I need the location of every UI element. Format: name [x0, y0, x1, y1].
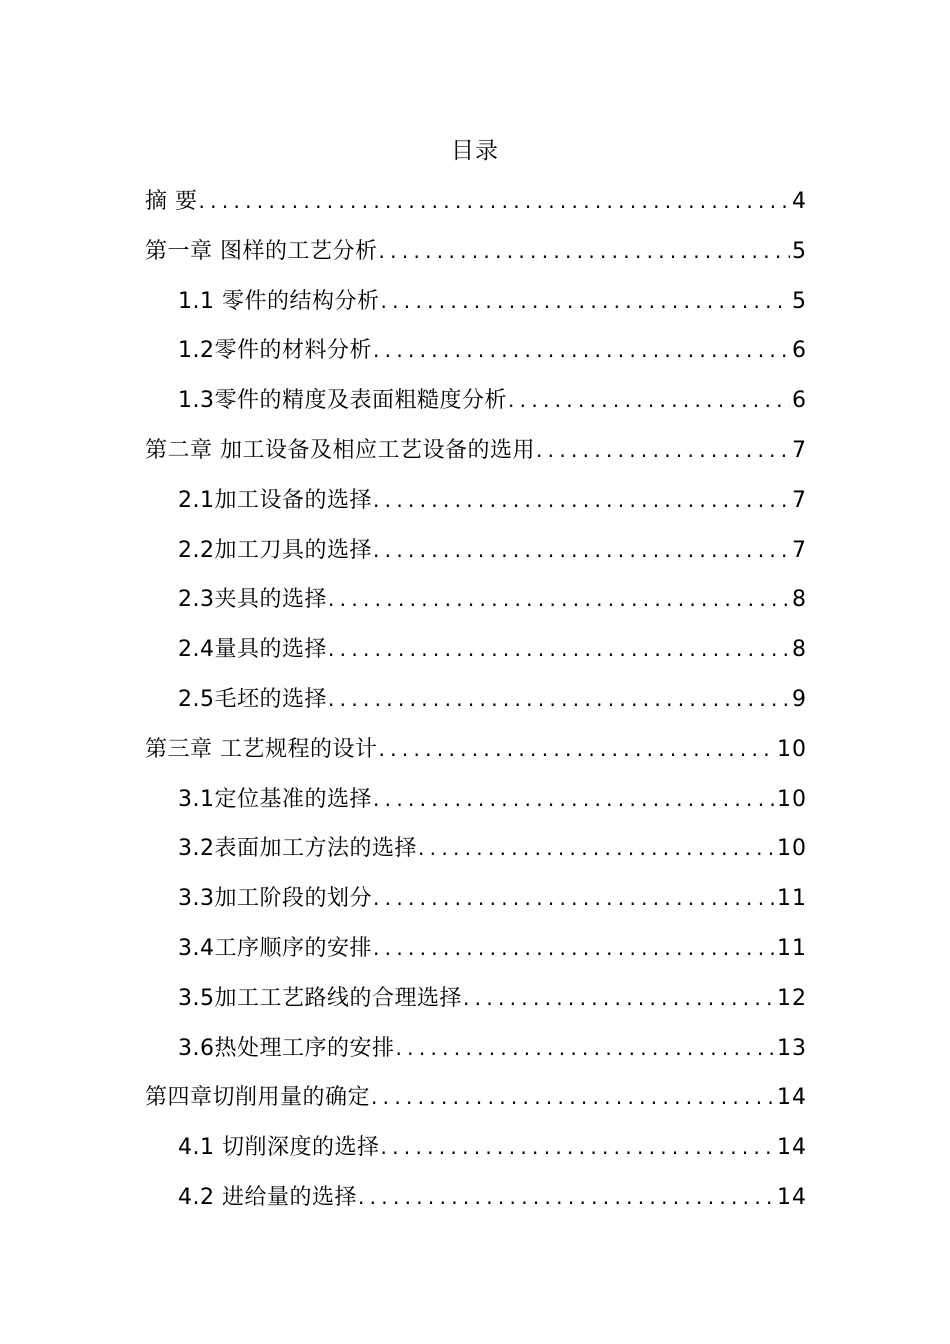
toc-entry-page: 11	[777, 935, 807, 961]
toc-entry[interactable]	[145, 780, 807, 830]
toc-entry[interactable]	[145, 232, 807, 282]
toc-entry[interactable]	[145, 531, 807, 581]
toc-entry-page: 10	[777, 836, 807, 862]
toc-leader-dots	[396, 1029, 776, 1067]
toc-leader-dots	[379, 232, 791, 270]
toc-entry-label: 2.1加工设备的选择	[178, 487, 372, 513]
toc-entry-page: 5	[792, 288, 807, 314]
toc-leader-dots	[371, 1078, 775, 1116]
toc-list	[145, 182, 807, 1228]
toc-leader-dots	[380, 1128, 775, 1166]
toc-leader-dots	[379, 730, 776, 768]
toc-entry-page: 13	[777, 1035, 807, 1061]
toc-entry[interactable]	[145, 1029, 807, 1079]
toc-entry[interactable]	[145, 580, 807, 630]
toc-entry[interactable]	[145, 431, 807, 481]
toc-leader-dots	[199, 182, 791, 220]
toc-entry-label: 1.2零件的材料分析	[178, 338, 372, 364]
toc-entry-label: 第一章 图样的工艺分析	[145, 238, 378, 264]
toc-entry[interactable]	[145, 331, 807, 381]
toc-entry-label: 3.3加工阶段的划分	[178, 886, 372, 912]
toc-entry-page: 14	[777, 1085, 807, 1111]
toc-entry[interactable]	[145, 182, 807, 232]
toc-leader-dots	[380, 282, 790, 320]
toc-entry-label: 4.1 切削深度的选择	[178, 1135, 380, 1161]
toc-entry[interactable]	[145, 929, 807, 979]
toc-leader-dots	[373, 531, 790, 569]
toc-leader-dots	[328, 580, 790, 618]
toc-entry-page: 5	[792, 238, 807, 264]
toc-entry-label: 4.2 进给量的选择	[178, 1184, 357, 1210]
toc-leader-dots	[373, 929, 775, 967]
toc-entry-page: 7	[792, 537, 807, 563]
toc-entry-label: 2.5毛坯的选择	[178, 686, 327, 712]
toc-leader-dots	[373, 481, 790, 519]
toc-entry[interactable]	[145, 630, 807, 680]
toc-entry-label: 2.2加工刀具的选择	[178, 537, 372, 563]
toc-entry[interactable]	[145, 381, 807, 431]
toc-entry-label: 第四章切削用量的确定	[145, 1085, 371, 1111]
toc-entry-page: 6	[792, 338, 807, 364]
toc-entry-page: 8	[792, 587, 807, 613]
toc-leader-dots	[328, 680, 790, 718]
toc-entry-page: 10	[777, 786, 807, 812]
toc-leader-dots	[508, 381, 790, 419]
toc-entry-label: 3.5加工工艺路线的合理选择	[178, 985, 462, 1011]
toc-entry[interactable]	[145, 481, 807, 531]
toc-leader-dots	[358, 1178, 775, 1216]
toc-leader-dots	[418, 829, 775, 867]
toc-entry-page: 7	[792, 487, 807, 513]
toc-leader-dots	[373, 879, 775, 917]
toc-entry[interactable]	[145, 730, 807, 780]
toc-entry-page: 11	[777, 886, 807, 912]
toc-entry-page: 12	[777, 985, 807, 1011]
toc-leader-dots	[373, 331, 790, 369]
toc-entry[interactable]	[145, 879, 807, 929]
toc-entry-page: 9	[792, 686, 807, 712]
toc-entry-label: 3.6热处理工序的安排	[178, 1035, 395, 1061]
toc-entry[interactable]	[145, 680, 807, 730]
toc-entry-page: 10	[777, 736, 807, 762]
toc-entry-page: 4	[792, 189, 807, 214]
toc-entry-page: 14	[777, 1184, 807, 1210]
toc-entry[interactable]	[145, 829, 807, 879]
toc-entry-label: 3.2表面加工方法的选择	[178, 836, 417, 862]
toc-entry[interactable]	[145, 282, 807, 332]
toc-entry-label: 3.4工序顺序的安排	[178, 935, 372, 961]
toc-entry[interactable]	[145, 1178, 807, 1228]
toc-entry-label: 3.1定位基准的选择	[178, 786, 372, 812]
toc-entry-label: 1.1 零件的结构分析	[178, 288, 380, 314]
toc-entry[interactable]	[145, 979, 807, 1029]
toc-entry-label: 摘 要	[145, 189, 198, 214]
toc-entry-page: 14	[777, 1135, 807, 1161]
toc-entry[interactable]	[145, 1128, 807, 1178]
toc-entry-label: 第三章 工艺规程的设计	[145, 736, 378, 762]
toc-entry[interactable]	[145, 1078, 807, 1128]
toc-leader-dots	[328, 630, 790, 668]
toc-leader-dots	[536, 431, 790, 469]
toc-leader-dots	[463, 979, 775, 1017]
toc-entry-page: 8	[792, 637, 807, 663]
toc-entry-page: 7	[792, 437, 807, 463]
toc-entry-page: 6	[792, 388, 807, 414]
toc-entry-label: 1.3零件的精度及表面粗糙度分析	[178, 388, 507, 414]
toc-leader-dots	[373, 780, 775, 818]
toc-entry-label: 2.3夹具的选择	[178, 587, 327, 613]
toc-title: 目录	[451, 138, 499, 164]
toc-entry-label: 第二章 加工设备及相应工艺设备的选用	[145, 437, 535, 463]
toc-entry-label: 2.4量具的选择	[178, 637, 327, 663]
